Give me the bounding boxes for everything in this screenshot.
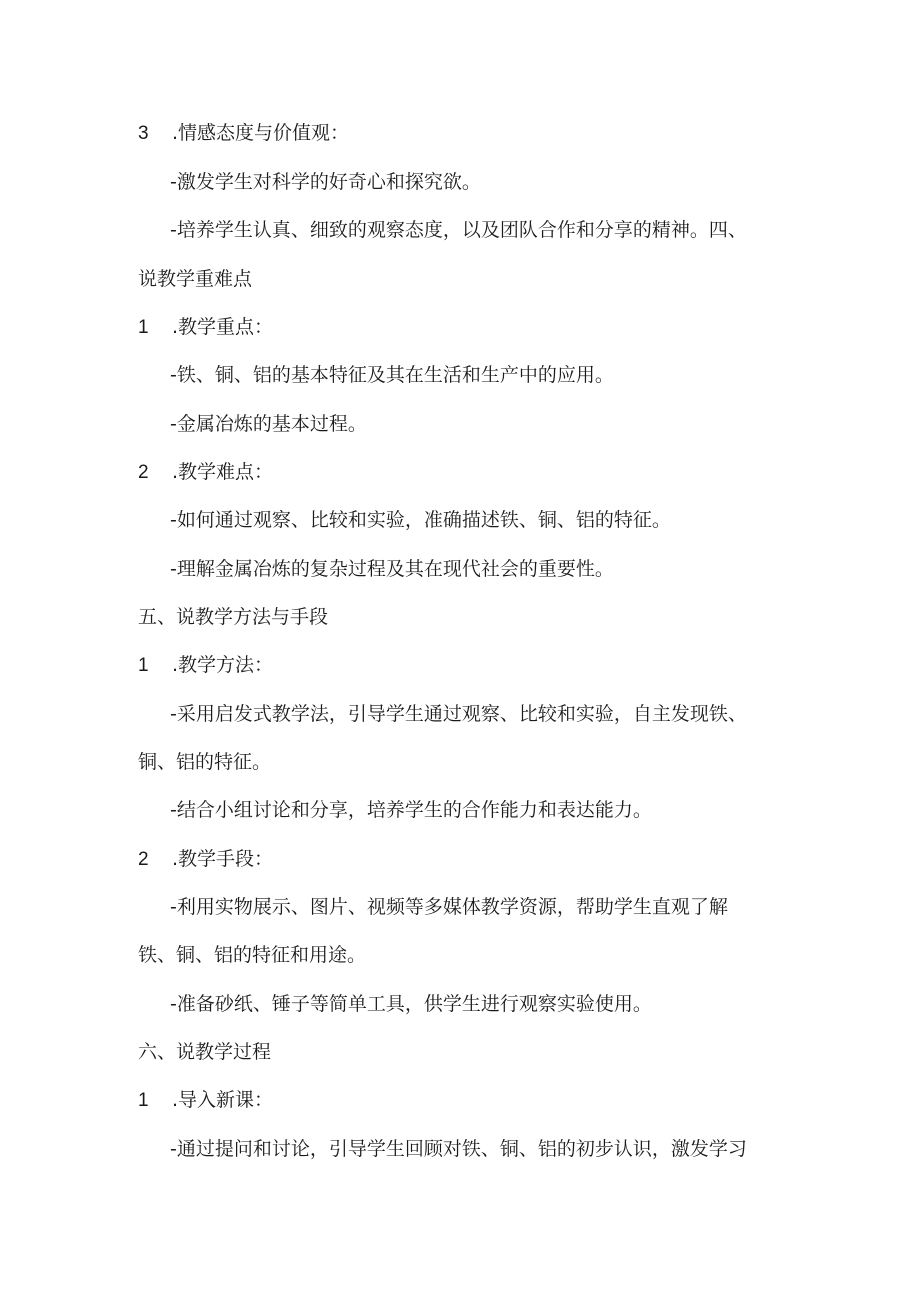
list-number: 1 [138, 1090, 149, 1111]
line-text: -通过提问和讨论，引导学生回顾对铁、铜、铝的初步认识，激发学习 [170, 1138, 747, 1160]
list-heading-difficulties [138, 460, 273, 485]
list-number: 1 [138, 317, 149, 338]
line-text: -采用启发式教学法，引导学生通过观察、比较和实验，自主发现铁、 [170, 703, 747, 725]
list-number: 2 [138, 462, 149, 483]
text-line [170, 218, 747, 242]
list-heading-introduction [138, 1088, 273, 1113]
text-line [170, 557, 614, 581]
text-line [170, 895, 728, 919]
list-number: 1 [138, 655, 149, 676]
list-heading-key-points [138, 315, 273, 340]
text-line [170, 170, 481, 194]
section-heading-continued [138, 267, 252, 291]
text-line [170, 992, 652, 1016]
list-number: 2 [138, 849, 149, 870]
list-heading-teaching-means [138, 847, 273, 872]
list-number: 3 [138, 123, 149, 144]
line-text: 六、说教学过程 [138, 1041, 272, 1063]
line-text: 铜、铝的特征。 [138, 751, 272, 773]
line-text: -理解金属冶炼的复杂过程及其在现代社会的重要性。 [170, 558, 614, 580]
text-line [170, 798, 652, 822]
line-text: -激发学生对科学的好奇心和探究欲。 [170, 171, 481, 193]
section-heading-process [138, 1040, 271, 1064]
line-text: .教学重点： [172, 316, 274, 338]
text-line [170, 363, 614, 387]
section-heading-methods [138, 605, 328, 629]
line-text: -准备砂纸、锤子等简单工具，供学生进行观察实验使用。 [170, 993, 652, 1015]
line-text: -铁、铜、铝的基本特征及其在生活和生产中的应用。 [170, 364, 614, 386]
line-text: .导入新课： [172, 1089, 274, 1111]
text-line-wrap [138, 750, 271, 774]
list-heading-teaching-methods [138, 653, 273, 678]
line-text: 说教学重难点 [138, 268, 253, 290]
text-line [170, 1137, 747, 1161]
line-text: -利用实物展示、图片、视频等多媒体教学资源，帮助学生直观了解 [170, 896, 728, 918]
line-text: .教学手段： [172, 848, 274, 870]
text-line [170, 702, 747, 726]
list-heading-emotion-values [138, 121, 349, 146]
line-text: .情感态度与价值观： [172, 122, 350, 144]
text-line-wrap [138, 943, 366, 967]
text-line [170, 508, 671, 532]
text-line [170, 412, 367, 436]
line-text: 铁、铜、铝的特征和用途。 [138, 944, 367, 966]
line-text: -如何通过观察、比较和实验，准确描述铁、铜、铝的特征。 [170, 509, 671, 531]
line-text: -结合小组讨论和分享，培养学生的合作能力和表达能力。 [170, 799, 652, 821]
line-text: .教学方法： [172, 654, 274, 676]
line-text: -金属冶炼的基本过程。 [170, 413, 367, 435]
line-text: 五、说教学方法与手段 [138, 606, 329, 628]
line-text: -培养学生认真、细致的观察态度，以及团队合作和分享的精神。四、 [170, 219, 747, 241]
line-text: .教学难点： [172, 461, 274, 483]
